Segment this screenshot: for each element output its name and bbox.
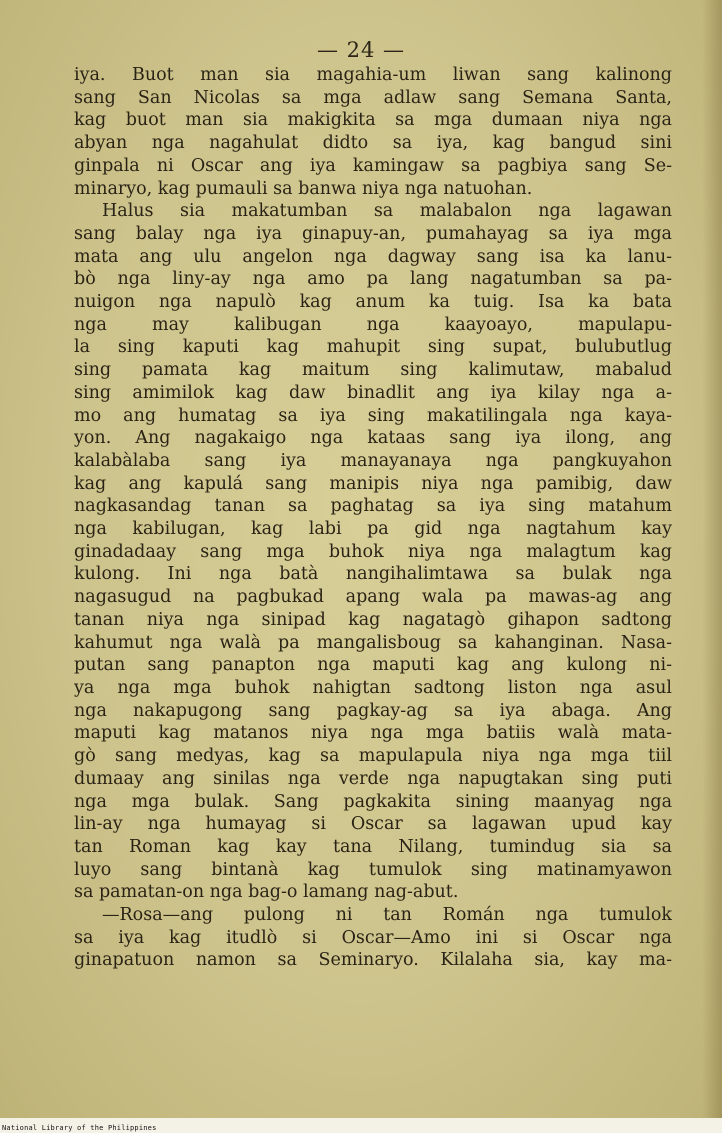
text-line: yon. Ang nagakaigo nga kataas sang iya ilong, ang — [74, 428, 672, 449]
text-line: kalabàlaba sang iya manayanaya nga pangkuyahon — [74, 450, 672, 471]
page-edge-shadow — [702, 0, 722, 1133]
text-line: sing amimilok kag daw binadlit ang iya kilay nga a- — [74, 382, 672, 403]
text-line: maputi kag matanos niya nga mga batiis walà mata- — [74, 723, 672, 744]
text-line: sang balay nga iya ginapuy-an, pumahayag sa iya mga — [74, 223, 672, 244]
text-line: mata ang ulu angelon nga dagway sang isa ka lanu- — [74, 246, 672, 267]
text-line: sa iya kag itudlò si Oscar—Amo ini si Oscar nga — [74, 927, 672, 948]
text-line: nga mga bulak. Sang pagkakita sining maanyag nga — [74, 791, 672, 812]
text-line: ginpala ni Oscar ang iya kamingaw sa pagbiya sang Se- — [74, 155, 672, 176]
text-line: kulong. Ini nga batà nangihalimtawa sa bulak nga — [74, 564, 672, 585]
text-line: nuigon nga napulò kag anum ka tuig. Isa ka bata — [74, 292, 672, 313]
text-line: mo ang humatag sa iya sing makatilingala nga kaya- — [74, 405, 672, 426]
text-line: luyo sang bintanà kag tumulok sing matinamyawon — [74, 859, 672, 880]
text-line: nagkasandag tanan sa paghatag sa iya sing matahum — [74, 496, 672, 517]
footer-credit: National Library of the Philippines — [2, 1124, 157, 1132]
text-line: ya nga mga buhok nahigtan sadtong liston nga asul — [74, 677, 672, 698]
body-text — [74, 64, 672, 972]
text-line: gò sang medyas, kag sa mapulapula niya nga mga tiil — [74, 746, 672, 767]
text-line: bò nga liny-ay nga amo pa lang nagatumban sa pa- — [74, 269, 672, 290]
text-line: —Rosa—ang pulong ni tan Román nga tumulok — [102, 905, 672, 926]
text-line: tanan niya nga sinipad kag nagatagò gihapon sadtong — [74, 609, 672, 630]
text-line: kag ang kapulá sang manipis niya nga pamibig, daw — [74, 473, 672, 494]
text-line: putan sang panapton nga maputi kag ang kulong ni- — [74, 655, 672, 676]
text-line: Halus sia makatumban sa malabalon nga lagawan — [102, 201, 672, 222]
text-line: sing pamata kag maitum sing kalimutaw, mabalud — [74, 360, 672, 381]
text-line: kahumut nga walà pa mangalisboug sa kahanginan. Nasa- — [74, 632, 672, 653]
text-line: nga may kalibugan nga kaayoayo, mapulapu- — [74, 314, 672, 335]
text-line: abyan nga nagahulat didto sa iya, kag bangud sini — [74, 133, 672, 154]
text-line: ginapatuon namon sa Seminaryo. Kilalaha sia, kay ma- — [74, 950, 672, 971]
text-line: tan Roman kag kay tana Nilang, tumindug sia sa — [74, 836, 672, 857]
text-line: sang San Nicolas sa mga adlaw sang Semana Santa, — [74, 87, 672, 108]
page-number: — 24 — — [316, 38, 406, 62]
text-line: nga kabilugan, kag labi pa gid nga nagtahum kay — [74, 519, 672, 540]
text-line: nga nakapugong sang pagkay-ag sa iya abaga. Ang — [74, 700, 672, 721]
text-line: sa pamatan-on nga bag-o lamang nag-abut. — [74, 882, 459, 903]
text-line: nagasugud na pagbukad apang wala pa mawas-ag ang — [74, 587, 672, 608]
text-line: kag buot man sia makigkita sa mga dumaan niya nga — [74, 110, 672, 131]
text-line: minaryo, kag pumauli sa banwa niya nga natuohan. — [74, 178, 533, 199]
text-line: la sing kaputi kag mahupit sing supat, bulubutlug — [74, 337, 672, 358]
text-line: lin-ay nga humayag si Oscar sa lagawan upud kay — [74, 814, 672, 835]
text-line: dumaay ang sinilas nga verde nga napugtakan sing puti — [74, 768, 672, 789]
text-line: ginadadaay sang mga buhok niya nga malagtum kag — [74, 541, 672, 562]
text-line: iya. Buot man sia magahia-um liwan sang kalinong — [74, 65, 672, 85]
